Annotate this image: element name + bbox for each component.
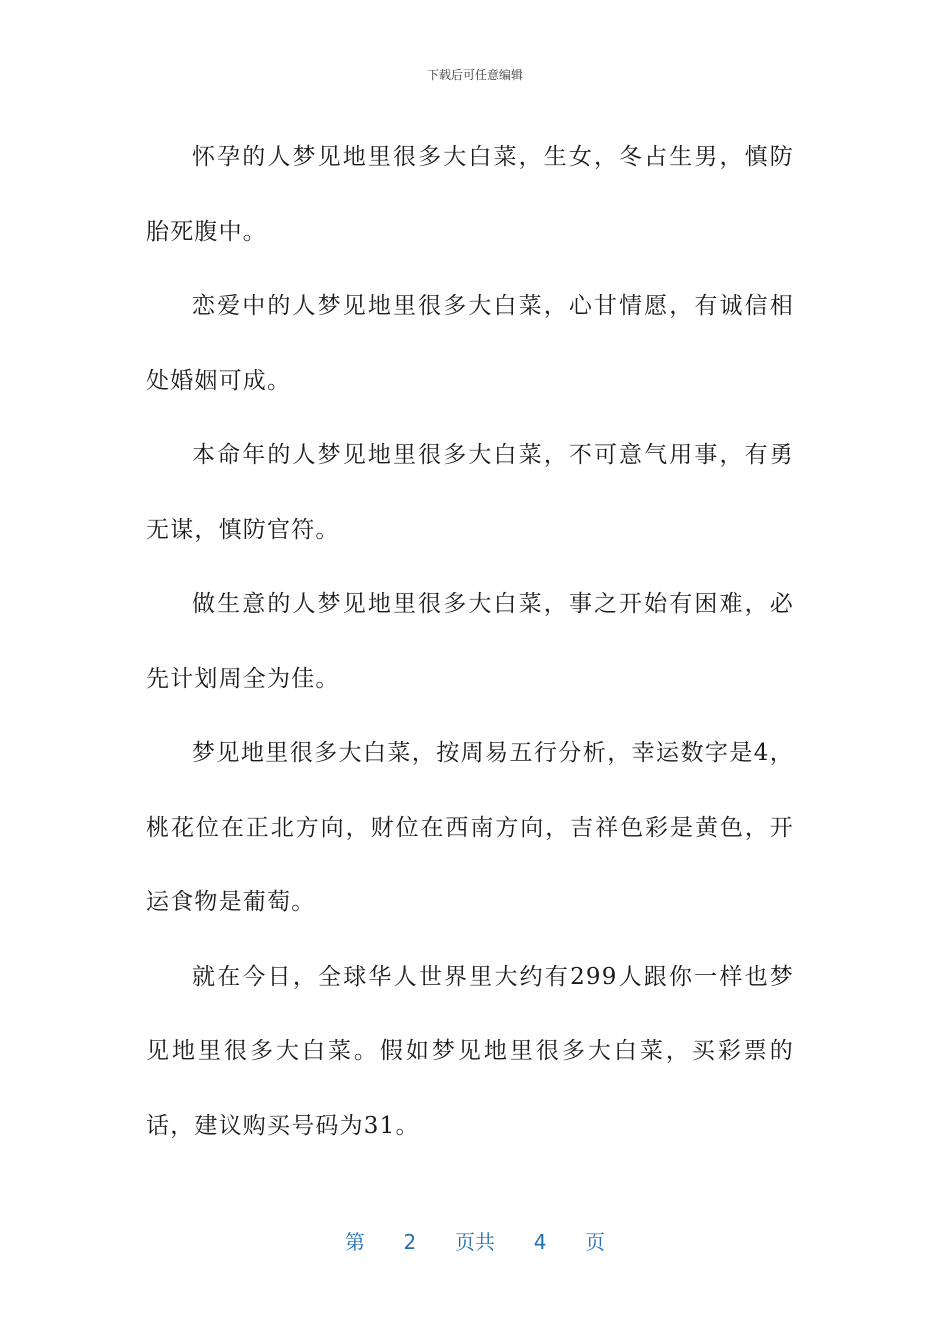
document-body [146, 120, 794, 1163]
page-mid-label: 页共 [455, 1230, 495, 1254]
page-prefix: 第 [344, 1230, 365, 1254]
paragraph-lottery: 就在今日，全球华人世界里大约有299人跟你一样也梦见地里很多大白菜。假如梦见地里很多大白菜，买彩票的话，建议购买号码为31。 [146, 963, 794, 1139]
paragraph-five-elements: 梦见地里很多大白菜，按周易五行分析，幸运数字是4，桃花位在正北方向，财位在西南方向，吉祥色彩是黄色，开运食物是葡萄。 [146, 740, 794, 915]
paragraph-business: 做生意的人梦见地里很多大白菜，事之开始有困难，必先计划周全为佳。 [146, 591, 794, 692]
page-suffix: 页 [585, 1230, 606, 1254]
current-page-number: 2 [403, 1230, 417, 1254]
paragraph-birth-year: 本命年的人梦见地里很多大白菜，不可意气用事，有勇无谋，慎防官符。 [146, 442, 794, 543]
header-note: 下载后可任意编辑 [426, 68, 523, 82]
paragraph-pregnant: 怀孕的人梦见地里很多大白菜，生女，冬占生男，慎防胎死腹中。 [146, 144, 794, 245]
paragraph-romance: 恋爱中的人梦见地里很多大白菜，心甘情愿，有诚信相处婚姻可成。 [146, 293, 794, 394]
page-footer [0, 1226, 950, 1255]
total-pages-number: 4 [533, 1230, 547, 1254]
